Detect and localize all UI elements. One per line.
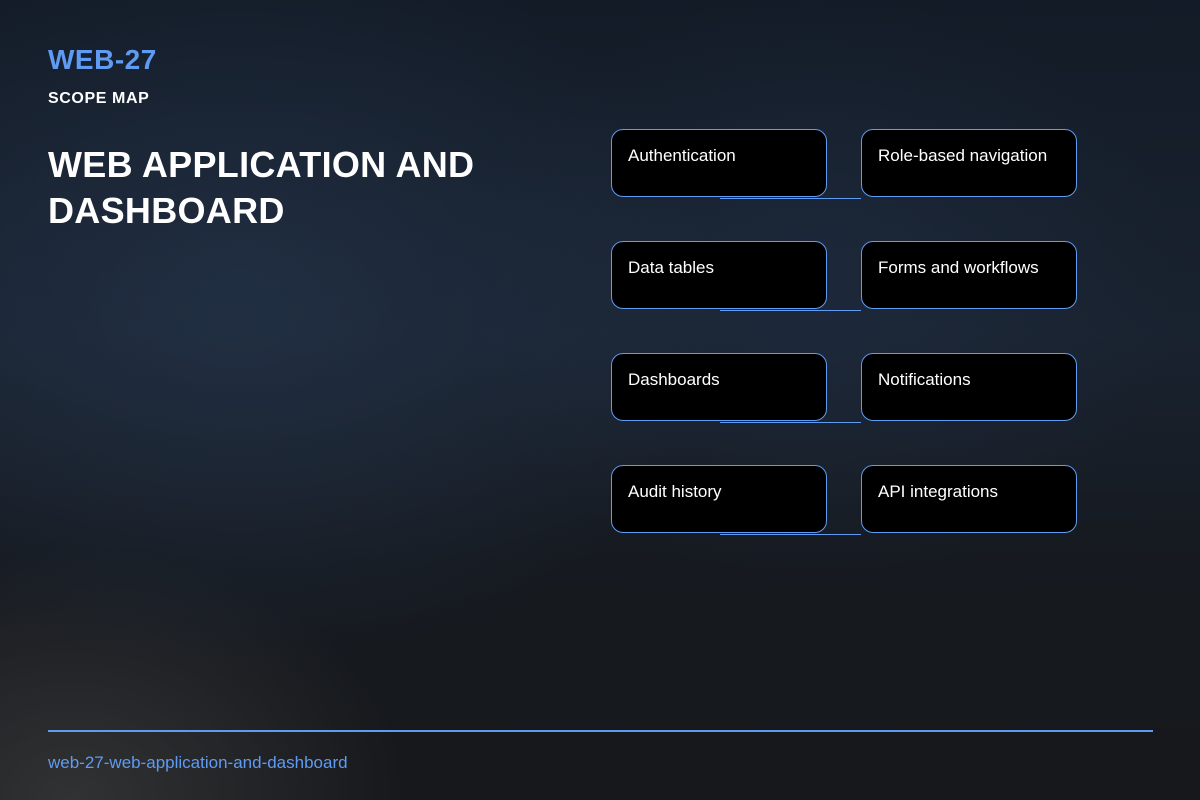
connector-line	[720, 422, 861, 423]
scope-card-label: Dashboards	[628, 370, 720, 389]
scope-card-label: Forms and workflows	[878, 258, 1039, 277]
scope-card-audit-history[interactable]	[611, 465, 827, 533]
footer-divider	[48, 730, 1153, 732]
scope-card-api-integrations[interactable]	[861, 465, 1077, 533]
scope-map	[611, 129, 1078, 534]
scope-card-authentication[interactable]	[611, 129, 827, 197]
footer-slug: web-27-web-application-and-dashboard	[48, 753, 348, 772]
scope-card-data-tables[interactable]	[611, 241, 827, 309]
scope-card-label: API integrations	[878, 482, 999, 501]
scope-card-notifications[interactable]	[861, 353, 1077, 421]
scope-card-label: Role-based navigation	[878, 146, 1048, 165]
scope-card-label: Notifications	[878, 370, 971, 389]
page-subtitle: SCOPE MAP	[48, 90, 150, 107]
project-code: WEB-27	[48, 44, 157, 75]
scope-card-role-based-navigation[interactable]	[861, 129, 1077, 197]
scope-card-label: Audit history	[628, 482, 722, 501]
scope-card-label: Data tables	[628, 258, 714, 277]
scope-card-forms-and-workflows[interactable]	[861, 241, 1077, 309]
scope-card-label: Authentication	[628, 146, 736, 165]
connector-line	[720, 534, 861, 535]
connector-line	[720, 198, 861, 199]
scope-card-dashboards[interactable]	[611, 353, 827, 421]
page-title: WEB APPLICATION AND DASHBOARD	[48, 144, 475, 231]
connector-line	[720, 310, 861, 311]
